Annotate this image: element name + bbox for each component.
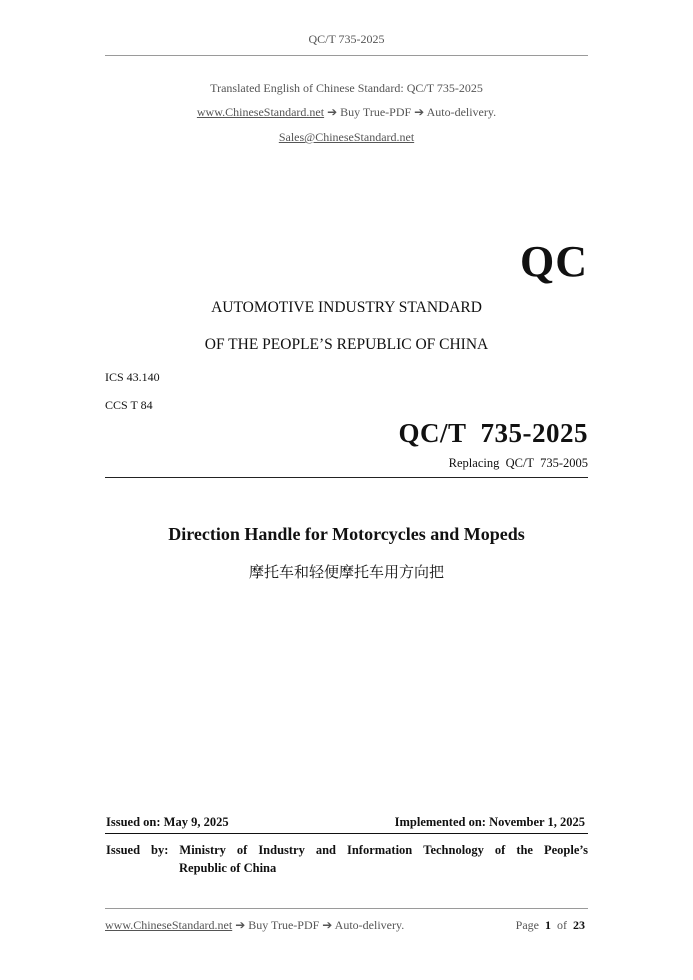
issued-by-word: the	[516, 843, 533, 857]
sales-email-link[interactable]: Sales@ChineseStandard.net	[278, 130, 415, 144]
page-indicator	[516, 918, 585, 933]
page-total: 23	[573, 918, 585, 932]
standard-number-text: QC/T 735-2025	[398, 418, 588, 448]
standard-type-line1: AUTOMOTIVE INDUSTRY STANDARD	[211, 299, 482, 316]
document-title: Direction Handle for Motorcycles and Mopeds	[168, 524, 525, 544]
issued-by-word: and	[315, 843, 336, 857]
issued-by-word: Technology	[423, 843, 484, 857]
footer-buy-text: ➔ Buy True-PDF ➔ Auto-delivery.	[235, 918, 405, 932]
issued-by-word: Issued	[106, 843, 141, 857]
footer-purchase-line	[105, 918, 404, 933]
buy-text: ➔ Buy True-PDF ➔ Auto-delivery.	[327, 105, 497, 119]
issued-by-line2: Republic of China	[179, 861, 277, 875]
running-header: QC/T 735-2025	[308, 32, 385, 46]
standard-number	[398, 418, 588, 449]
issued-by-word: Information	[346, 843, 413, 857]
issued-by-word: People’s	[543, 843, 588, 857]
document-title-chinese: 摩托车和轻便摩托车用方向把	[248, 563, 444, 581]
qc-logo: QC	[520, 237, 588, 286]
ccs-code: CCS T 84	[105, 398, 153, 412]
implemented-on-date: Implemented on: November 1, 2025	[394, 815, 585, 829]
issued-by-word: Industry	[258, 843, 305, 857]
header-divider	[105, 55, 588, 56]
purchase-line	[0, 105, 693, 120]
issued-by-word: Ministry	[179, 843, 226, 857]
title-divider	[105, 477, 588, 478]
footer-website-link[interactable]: www.ChineseStandard.net	[105, 918, 233, 932]
issue-divider	[105, 833, 588, 834]
website-link[interactable]: www.ChineseStandard.net	[196, 105, 325, 119]
issued-by-line1	[106, 841, 588, 859]
replacing-note	[449, 456, 588, 471]
page-label: Page	[515, 918, 539, 932]
issued-by-word: by:	[151, 843, 169, 857]
issued-by	[106, 841, 588, 877]
issued-on-date: Issued on: May 9, 2025	[106, 815, 229, 829]
page-number: 1	[545, 918, 551, 932]
issued-by-word: of	[494, 843, 506, 857]
footer-divider	[105, 908, 588, 909]
of-label: of	[557, 918, 567, 932]
standard-type-line2: OF THE PEOPLE’S REPUBLIC OF CHINA	[204, 336, 489, 353]
translated-notice: Translated English of Chinese Standard: QC/T 735-2025	[210, 81, 483, 95]
sales-line	[0, 130, 693, 145]
ics-code: ICS 43.140	[105, 370, 160, 384]
issued-by-word: of	[236, 843, 248, 857]
replacing-text: Replacing QC/T 735-2005	[448, 456, 588, 470]
